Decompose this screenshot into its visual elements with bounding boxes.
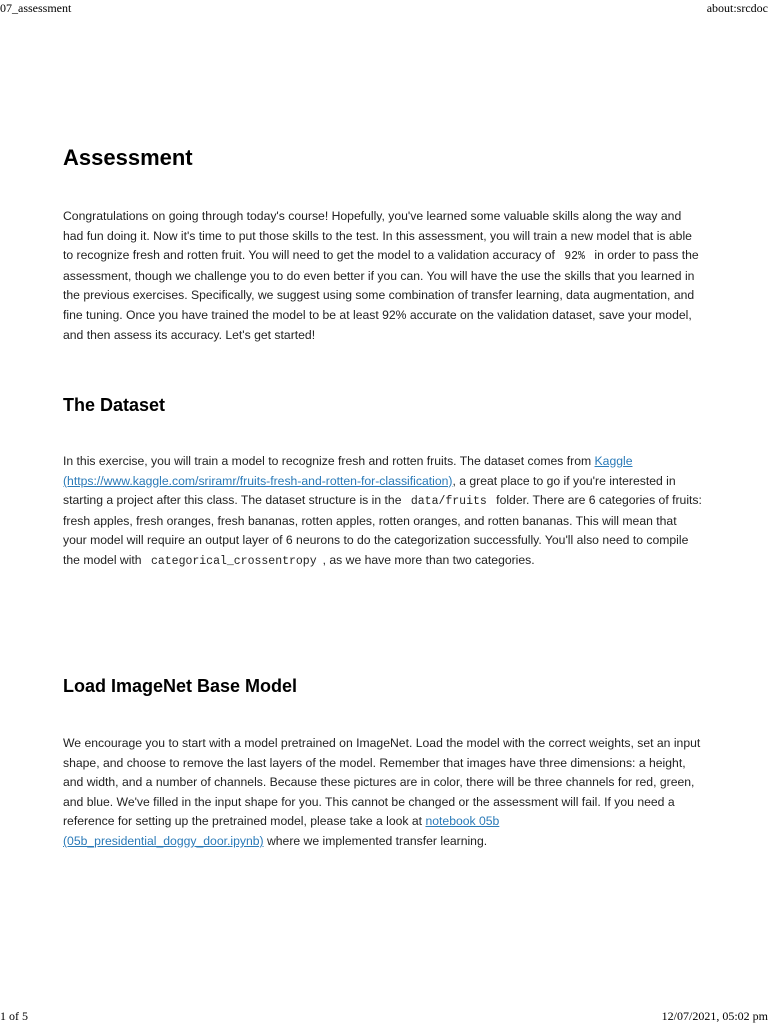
assessment-paragraph <box>63 207 703 345</box>
assessment-text-2: in order to pass the assessment, though we challenge you to do even better if you can. You will have the use the skills that you learned in the previous exercises. Specifically, we suggest using some combination of transfer learning, data augmentation, and fine tuning. Once you have trained the model to be at least 92% accurate on the validation dataset, save your model, and then assess its accuracy. Let's get started! <box>63 248 699 342</box>
print-timestamp: 12/07/2021, 05:02 pm <box>661 1009 768 1023</box>
imagenet-text-1: We encourage you to start with a model pretrained on ImageNet. Load the model with the correct weights, set an input shape, and choose to remove the last layers of the model. Remember that images have three dimensions: a height, and width, and a number of channels. Because these pictures are in color, there will be three channels for red, green, and blue. We've filled in the input shape for you. This cannot be changed or the assessment will fail. If you need a reference for setting up the pretrained model, please take a look at <box>63 736 701 829</box>
assessment-text-1: Congratulations on going through today's course! Hopefully, you've learned some valuable skills along the way and had fun doing it. Now it's time to put those skills to the test. In this assessment, you will train a new model that is able to recognize fresh and rotten fruit. You will need to get the model to a validation accuracy of <box>63 209 692 263</box>
dataset-text-1: In this exercise, you will train a model to recognize fresh and rotten fruits. The dataset comes from <box>63 454 595 468</box>
print-header <box>0 1 768 17</box>
page-count: 1 of 5 <box>0 1009 28 1023</box>
assessment-heading: Assessment <box>63 145 193 170</box>
imagenet-paragraph <box>63 734 703 852</box>
notebook-05b-link[interactable]: notebook 05b (05b_presidential_doggy_door.ipynb) <box>63 814 500 848</box>
imagenet-heading: Load ImageNet Base Model <box>63 676 298 696</box>
dataset-text-4: , as we have more than two categories. <box>322 552 535 567</box>
dataset-paragraph <box>63 452 703 572</box>
loss-function-code: categorical_crossentropy <box>150 554 317 568</box>
dataset-heading: The Dataset <box>63 395 166 415</box>
print-footer <box>0 1009 768 1025</box>
accuracy-code: 92% <box>564 250 585 264</box>
imagenet-text-2: where we implemented transfer learning. <box>263 833 488 848</box>
data-folder-code: data/fruits <box>410 495 487 509</box>
dataset-text-2: , a great place to go if you're interested in starting a project after this class. The dataset structure is in the <box>63 473 676 508</box>
kaggle-link[interactable]: Kaggle (https://www.kaggle.com/sriramr/fruits-fresh-and-rotten-for-classification) <box>63 454 633 488</box>
document-url: about:srcdoc <box>706 1 768 15</box>
dataset-text-3: folder. There are 6 categories of fruits: fresh apples, fresh oranges, fresh bananas, rotten apples, rotten oranges, and rotten bananas. This will mean that your model will require an output layer of 6 neurons to do the categorization successfully. You'll also need to compile the model with <box>63 493 702 567</box>
document-title: 07_assessment <box>0 1 72 15</box>
